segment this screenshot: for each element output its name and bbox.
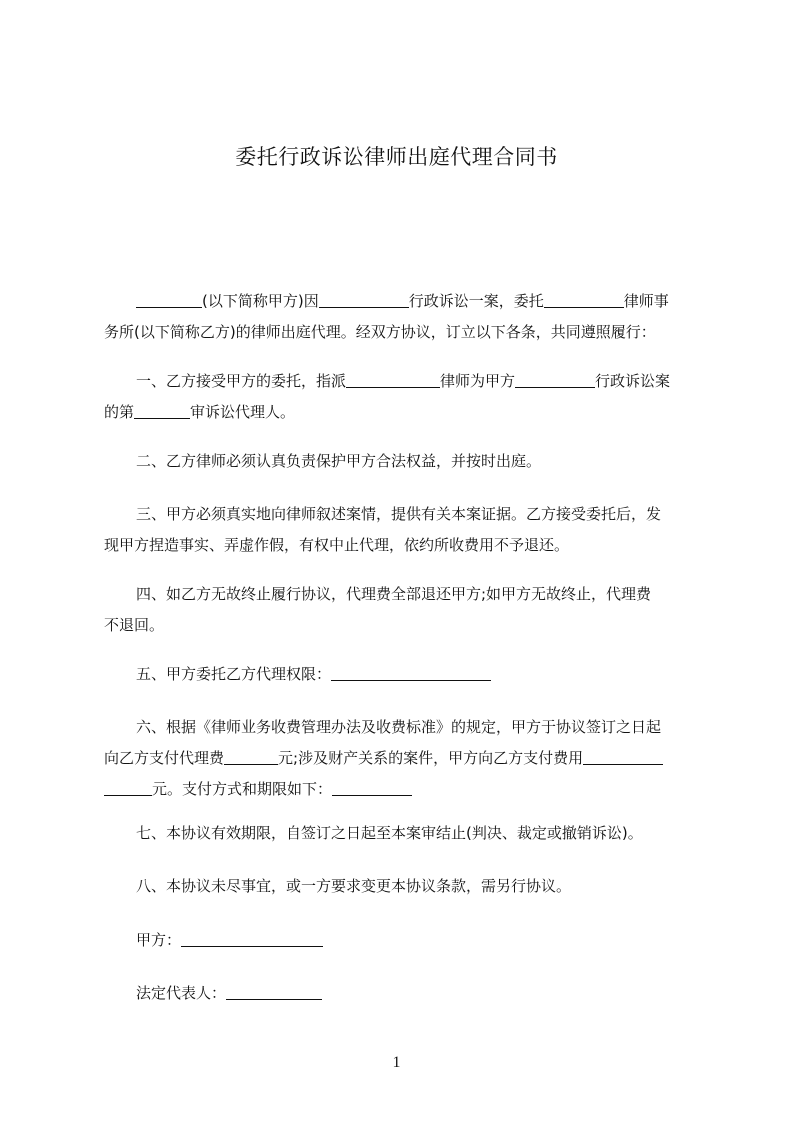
property-fee-blank-cont [104,779,152,796]
party-a-blank [136,291,202,308]
lawyer-blank [346,371,440,388]
clause-2: 二、乙方律师必须认真负责保护甲方合法权益，并按时出庭。 [136,452,542,470]
authority-blank [331,664,491,681]
party-a-signature-blank [181,930,323,947]
property-fee-blank [583,748,663,765]
law-firm-blank [544,291,624,308]
clause-3: 三、甲方必须真实地向律师叙述案情，提供有关本案证据。乙方接受委托后，发 现甲方捏造事实、弄虚作假，有权中止代理，依约所收费用不予退还。 [104,505,662,554]
clause-5: 五、甲方委托乙方代理权限： [104,659,700,690]
clause-6: 六、根据《律师业务收费管理办法及收费标准》的规定，甲方于协议签订之日起 向乙方支付代理费 元;涉及财产关系的案件，甲方向乙方支付费用 元。支付方式和期限如下： [104,712,700,805]
clause-7: 七、本协议有效期限，自签订之日起至本案审结止(判决、裁定或撤销诉讼)。 [136,824,643,842]
document-title: 委托行政诉讼律师出庭代理合同书 [235,145,558,169]
legal-rep-signature-blank [226,983,322,1000]
intro-paragraph: (以下简称甲方)因 行政诉讼一案，委托 律师事 务所(以下简称乙方)的律师出庭代理。经双方协议，订立以下各条，共同遵照履行： [104,292,669,341]
party-a-signature: 甲方： [104,925,700,956]
clause-4: 四、如乙方无故终止履行协议，代理费全部退还甲方;如甲方无故终止，代理费 不退回。 [104,585,652,634]
payment-method-blank [332,779,412,796]
page-number: 1 [392,1054,401,1071]
clause-1: 一、乙方接受甲方的委托，指派 律师为甲方 行政诉讼案 的第 审诉讼代理人。 [104,372,671,421]
agency-fee-blank [224,748,278,765]
case-name-blank [515,371,595,388]
clause-8: 八、本协议未尽事宜，或一方要求变更本协议条款，需另行协议。 [136,877,572,895]
legal-rep-signature: 法定代表人： [104,978,700,1009]
instance-blank [134,402,190,419]
case-blank [319,291,409,308]
